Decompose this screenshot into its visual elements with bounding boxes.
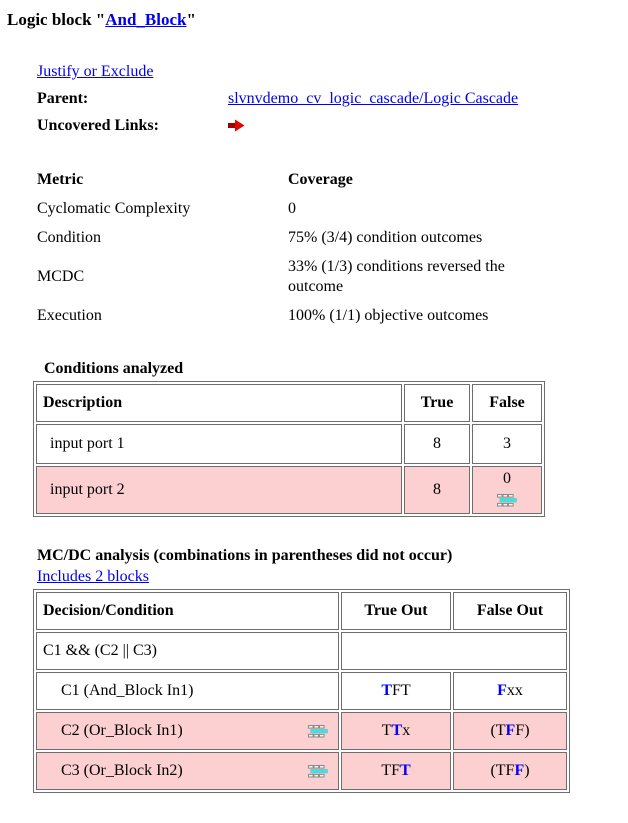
decision-condition-column-header: Decision/Condition — [36, 592, 339, 630]
mcdc-table — [33, 589, 570, 793]
highlighted-letter: F — [505, 722, 516, 739]
true-out-value: TTx — [341, 712, 451, 750]
false-out-value: (TFF) — [453, 712, 567, 750]
metric-row-execution — [37, 306, 628, 326]
true-out-value: TFT — [341, 752, 451, 790]
condition-row-input-port-2 — [36, 466, 542, 514]
metric-value: 100% (1/1) objective outcomes — [288, 307, 489, 324]
metric-name: Cyclomatic Complexity — [37, 200, 191, 217]
uncovered-links-row — [37, 116, 628, 135]
conditions-table — [33, 381, 545, 517]
metric-row-cyclomatic — [37, 199, 628, 219]
false-column-header: False — [472, 384, 542, 422]
test-cases-grid-icon[interactable] — [497, 490, 517, 510]
uncovered-links-label: Uncovered Links: — [37, 117, 159, 134]
highlighted-letter: T — [400, 762, 411, 779]
mcdc-row-c1 — [36, 672, 567, 710]
mcdc-condition-label: C2 (Or_Block In1) — [61, 722, 183, 739]
coverage-column-header: Coverage — [288, 171, 353, 188]
true-out-value: TFT — [341, 672, 451, 710]
metric-name: Condition — [37, 229, 102, 246]
includes-blocks-line — [37, 567, 628, 586]
and-block-link[interactable]: And_Block — [105, 10, 187, 29]
metric-value: 33% (1/3) conditions reversed the outcome — [288, 258, 505, 295]
condition-description: input port 2 — [36, 466, 402, 514]
metric-name: MCDC — [37, 268, 85, 285]
conditions-header-row — [36, 384, 542, 422]
test-cases-grid-icon[interactable] — [308, 725, 328, 738]
red-right-arrow-icon[interactable] — [228, 119, 245, 132]
mcdc-condition-label: C3 (Or_Block In2) — [61, 762, 183, 779]
true-out-column-header: True Out — [341, 592, 451, 630]
mcdc-analysis-heading: MC/DC analysis (combinations in parentheses did not occur) — [37, 547, 453, 564]
conditions-analyzed-heading: Conditions analyzed — [44, 360, 184, 377]
false-out-column-header: False Out — [453, 592, 567, 630]
true-column-header: True — [404, 384, 470, 422]
page-title-prefix: Logic block " — [7, 10, 106, 29]
highlighted-letter: T — [381, 682, 392, 699]
justify-line — [37, 62, 628, 81]
false-out-value: Fxx — [453, 672, 567, 710]
condition-false-count: 0 — [503, 470, 511, 487]
mcdc-header-row — [36, 592, 567, 630]
metric-value: 0 — [288, 200, 296, 217]
metric-row-mcdc — [37, 257, 628, 297]
highlighted-letter: F — [514, 762, 525, 779]
condition-description: input port 1 — [36, 424, 402, 464]
condition-row-input-port-1 — [36, 424, 542, 464]
test-cases-grid-icon[interactable] — [308, 765, 328, 778]
metrics-header-row — [37, 170, 628, 190]
decision-expression: C1 && (C2 || C3) — [36, 632, 339, 670]
page-title-suffix: " — [186, 10, 196, 29]
highlighted-letter: F — [497, 682, 507, 699]
condition-false-cell — [472, 466, 542, 514]
metric-row-condition — [37, 228, 628, 248]
metric-name: Execution — [37, 307, 102, 324]
info-section — [37, 62, 628, 135]
decision-empty-cell — [341, 632, 567, 670]
mcdc-condition-label: C1 (And_Block In1) — [61, 682, 194, 699]
parent-label: Parent: — [37, 90, 89, 107]
condition-true-count: 8 — [404, 424, 470, 464]
mcdc-row-c3 — [36, 752, 567, 790]
includes-2-blocks-link[interactable]: Includes 2 blocks — [37, 568, 149, 585]
description-column-header: Description — [36, 384, 402, 422]
mcdc-condition-cell — [36, 752, 339, 790]
metrics-table — [37, 170, 628, 326]
parent-link[interactable]: slvnvdemo_cv_logic_cascade/Logic Cascade — [228, 90, 519, 107]
metric-column-header: Metric — [37, 171, 84, 188]
parent-row — [37, 89, 628, 108]
highlighted-letter: T — [391, 722, 403, 739]
mcdc-decision-row — [36, 632, 567, 670]
metric-value: 75% (3/4) condition outcomes — [288, 229, 483, 246]
mcdc-condition-cell — [36, 712, 339, 750]
condition-false-count: 3 — [472, 424, 542, 464]
justify-or-exclude-link[interactable]: Justify or Exclude — [37, 63, 154, 80]
page-title — [7, 10, 628, 30]
mcdc-condition-cell — [36, 672, 339, 710]
condition-true-count: 8 — [404, 466, 470, 514]
false-out-value: (TFF) — [453, 752, 567, 790]
mcdc-row-c2 — [36, 712, 567, 750]
